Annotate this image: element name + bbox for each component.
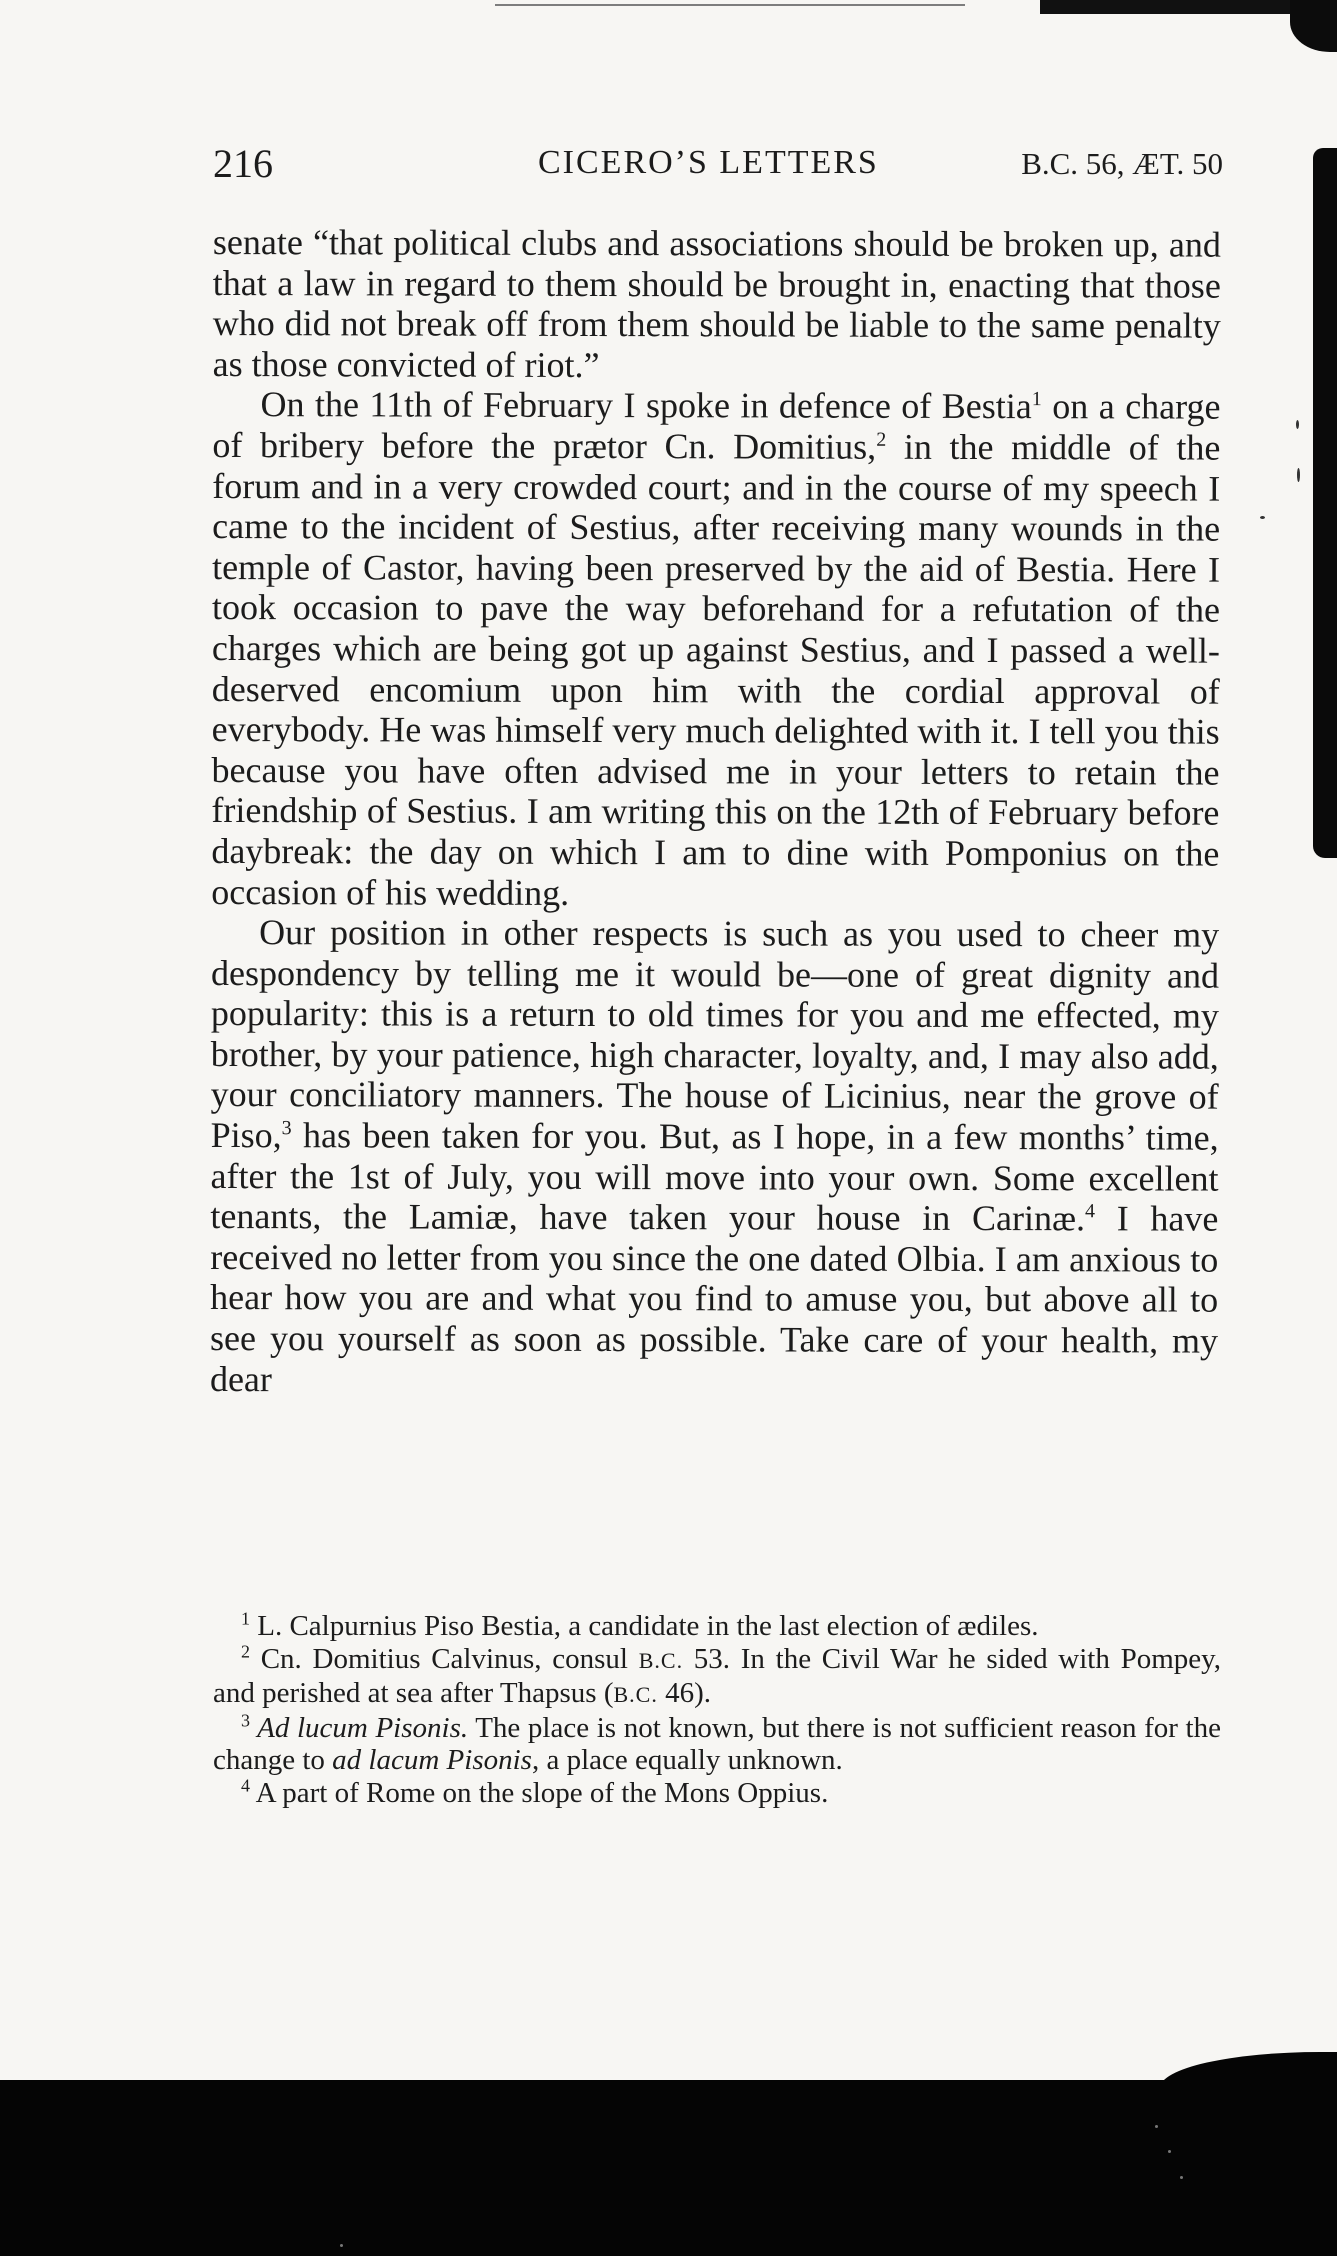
footnote-ref-2[interactable]: 2 (876, 428, 887, 451)
footnote-2-era-1: B.C. (638, 1647, 684, 1673)
running-header (213, 140, 1223, 190)
footnote-1-text: L. Calpurnius Piso Bestia, a candidate in the last election of ædiles. (250, 1610, 1039, 1642)
scan-speck (1297, 468, 1300, 482)
paragraph-2-text-a: On the 11th of February I spoke in defence of Bestia (260, 384, 1032, 427)
top-rule (495, 4, 965, 6)
footnote-4-number: 4 (241, 1774, 250, 1795)
footnote-3-text-b: , a place equally unknown. (531, 1744, 843, 1776)
footnote-ref-3[interactable]: 3 (281, 1117, 292, 1140)
footnote-4-text: A part of Rome on the slope of the Mons Oppius. (250, 1776, 829, 1809)
running-title: CICERO’S LETTERS (538, 144, 879, 181)
footnote-2-text-b: 53. In the Civil War he sided with Pompey, and perished at sea after Thapsus ( (213, 1642, 1221, 1709)
scan-speck (1296, 420, 1299, 429)
footnote-2-text-c: 46). (657, 1677, 712, 1709)
footnote-3-text-a: The place is not known, but there is not sufficient reason for the change to (213, 1711, 1221, 1776)
scan-dust (1155, 2125, 1158, 2128)
footnote-1-number: 1 (241, 1608, 250, 1629)
paragraph-3-text-c: I have received no letter from you since the one dated Olbia. I am anxious to hear how you are and what you find to amuse you, but above all to see you yourself as soon as possible. Take care of your health, my dear (209, 1198, 1219, 1399)
footnote-3-number: 3 (241, 1709, 250, 1730)
paragraph-3-text-a: Our position in other respects is such as you used to cheer my despondency by telling me it would be—one of great dignity and popularity: this is a return to old times for you and me effected, my brother, by your patience, high character, loyalty, and, I may also add, your conciliatory manners. The house of Licinius, near the grove of Piso, (210, 912, 1220, 1156)
paragraph-1 (213, 222, 1221, 387)
footnote-3 (213, 1709, 1221, 1777)
paragraph-1-text: senate “that political clubs and associations should be broken up, and that a law in regard to them should be brought in, enacting that those who did not break off from them should be liable to the same penalty as those convicted of riot.” (212, 222, 1221, 385)
scan-corner-shadow (1290, 0, 1337, 52)
footnote-3-italic-1: Ad lucum Pisonis. (250, 1711, 469, 1744)
date-reference: B.C. 56, ÆT. 50 (1021, 146, 1223, 181)
footnotes (213, 1610, 1221, 1809)
paragraph-2-text-c: in the middle of the forum and in a very crowded court; and in the course of my speech I came to the incident of Sestius, after receiving many wounds in the temple of Castor, having been preserved by the aid of Bestia. Here I took occasion to pave the way beforehand for a refutation of the charges which are being got up against Sestius, and I passed a well-deserved encomium upon him with the cordial approval of everybody. He was himself very much delighted with it. I tell you this because you have often advised me in your letters to retain the friendship of Sestius. I am writing this on the 12th of February before daybreak: the day on which I am to dine with Pomponius on the occasion of his wedding. (211, 426, 1221, 913)
footnote-2-number: 2 (241, 1640, 250, 1661)
paragraph-2-text-b: on a charge of bribery before the prætor Cn. Domitius, (212, 386, 1221, 467)
footnote-1 (213, 1610, 1221, 1643)
paragraph-2 (211, 384, 1220, 914)
scan-edge-bottom (0, 2080, 1337, 2256)
footnote-2 (213, 1640, 1221, 1712)
footnote-4 (213, 1774, 1221, 1810)
footnote-ref-4[interactable]: 4 (1084, 1200, 1096, 1223)
page-number: 216 (213, 141, 273, 186)
footnote-3-italic-2: ad lacum Pisonis (332, 1744, 532, 1776)
main-text (210, 222, 1221, 1402)
footnote-2-era-2: B.C. (613, 1682, 658, 1707)
footnote-ref-1[interactable]: 1 (1031, 388, 1042, 411)
scan-dust (1180, 2176, 1183, 2179)
paragraph-3-text-b: has been taken for you. But, as I hope, in a few months’ time, after the 1st of July, you will move into your own. Some excellent tenants, the Lamiæ, have taken your house in Carinæ. (210, 1115, 1219, 1239)
paragraph-3 (210, 912, 1219, 1402)
scan-edge-right (1313, 148, 1337, 858)
scan-dust (340, 2244, 343, 2247)
scan-dust (1168, 2150, 1171, 2153)
footnote-2-text-a: Cn. Domitius Calvinus, consul (250, 1642, 639, 1675)
scan-speck (1260, 516, 1265, 519)
